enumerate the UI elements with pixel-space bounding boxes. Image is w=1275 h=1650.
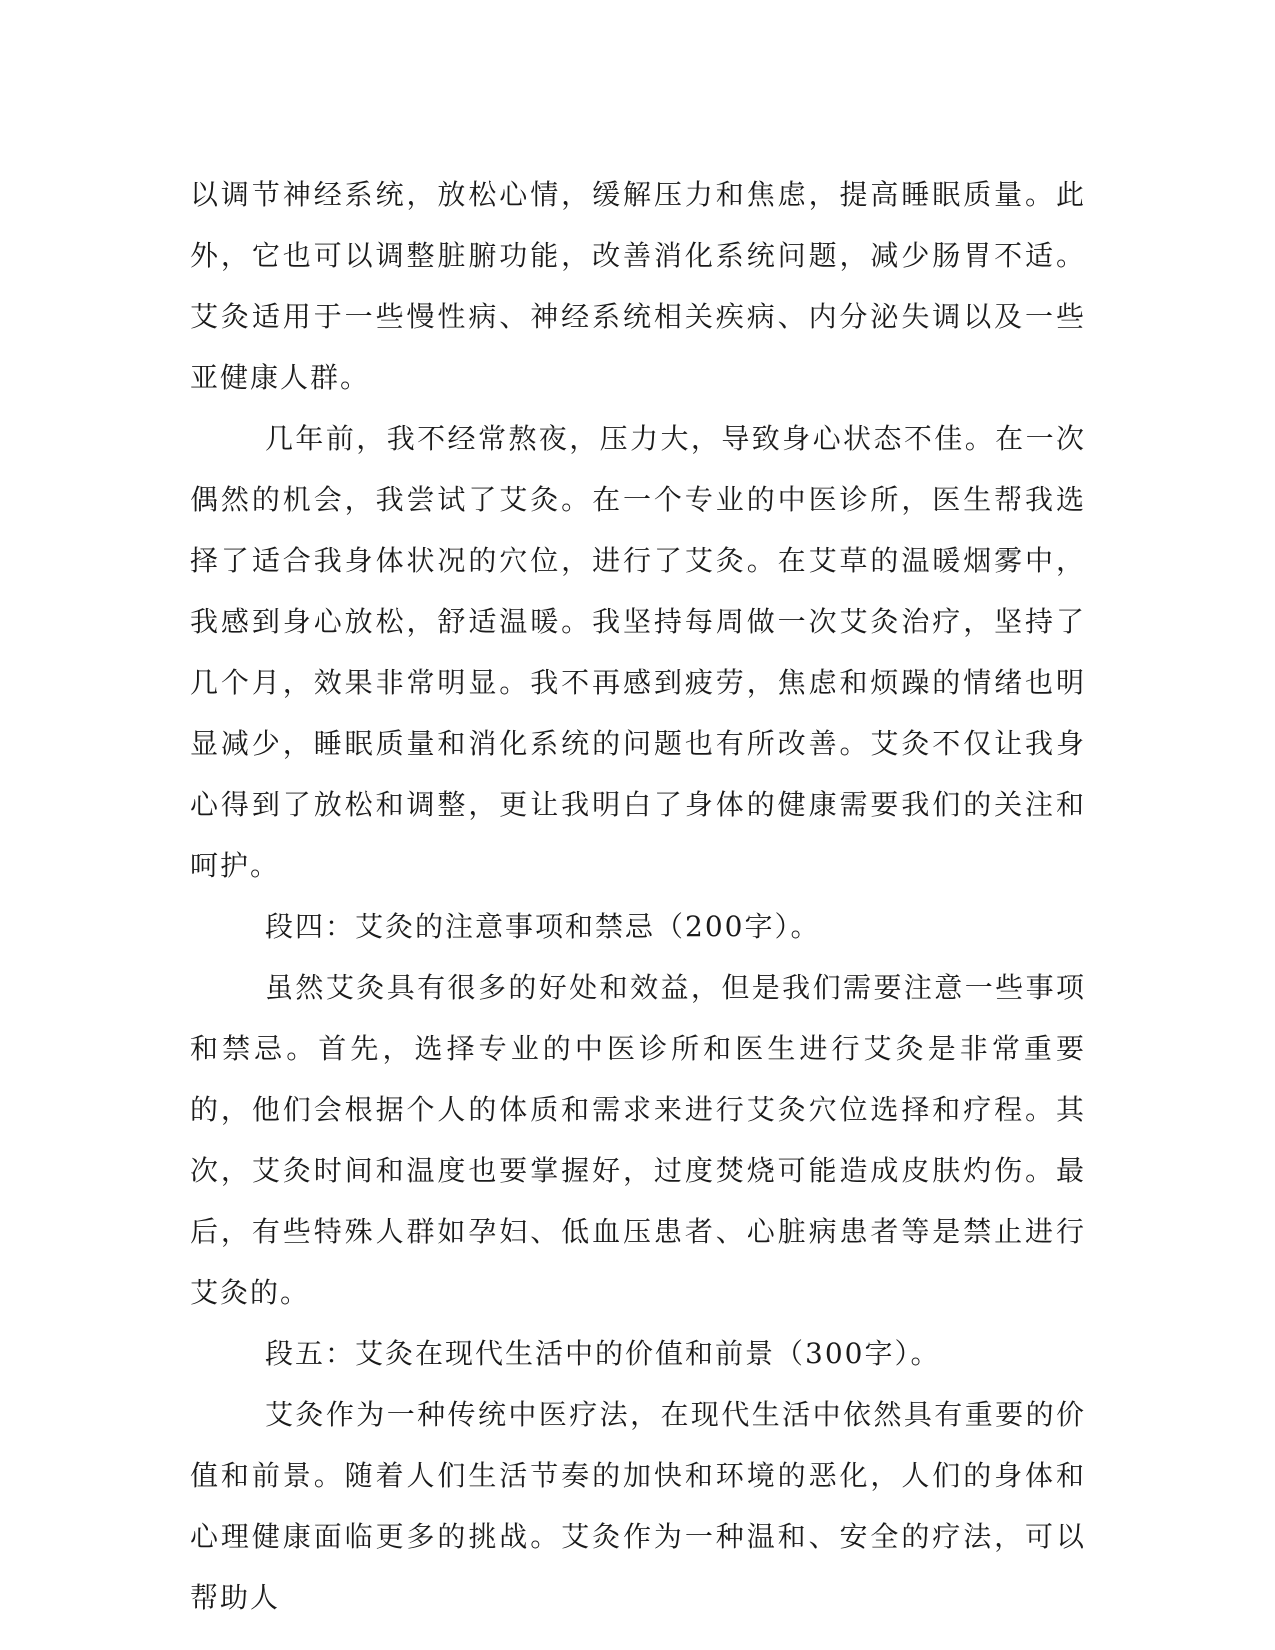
section-heading-modern-value: 段五：艾灸在现代生活中的价值和前景（300字）。 — [265, 1337, 941, 1370]
body-text — [190, 164, 1086, 1628]
section-heading-precautions: 段四：艾灸的注意事项和禁忌（200字）。 — [265, 910, 821, 943]
paragraph-modern-value: 艾灸作为一种传统中医疗法，在现代生活中依然具有重要的价值和前景。随着人们生活节奏的加快和环境的恶化，人们的身体和心理健康面临更多的挑战。艾灸作为一种温和、安全的疗法，可以帮助人 — [190, 1398, 1086, 1614]
paragraph-personal-experience: 几年前，我不经常熬夜，压力大，导致身心状态不佳。在一次偶然的机会，我尝试了艾灸。在一个专业的中医诊所，医生帮我选择了适合我身体状况的穴位，进行了艾灸。在艾草的温暖烟雾中，我感到身心放松，舒适温暖。我坚持每周做一次艾灸治疗，坚持了几个月，效果非常明显。我不再感到疲劳，焦虑和烦躁的情绪也明显减少，睡眠质量和消化系统的问题也有所改善。艾灸不仅让我身心得到了放松和调整，更让我明白了身体的健康需要我们的关注和呵护。 — [190, 422, 1086, 882]
paragraph-precautions: 虽然艾灸具有很多的好处和效益，但是我们需要注意一些事项和禁忌。首先，选择专业的中医诊所和医生进行艾灸是非常重要的，他们会根据个人的体质和需求来进行艾灸穴位选择和疗程。其次，艾灸时间和温度也要掌握好，过度焚烧可能造成皮肤灼伤。最后，有些特殊人群如孕妇、低血压患者、心脏病患者等是禁止进行艾灸的。 — [190, 971, 1086, 1309]
paragraph-benefits-continued: 以调节神经系统，放松心情，缓解压力和焦虑，提高睡眠质量。此外，它也可以调整脏腑功能，改善消化系统问题，减少肠胃不适。艾灸适用于一些慢性病、神经系统相关疾病、内分泌失调以及一些亚健康人群。 — [190, 178, 1086, 394]
